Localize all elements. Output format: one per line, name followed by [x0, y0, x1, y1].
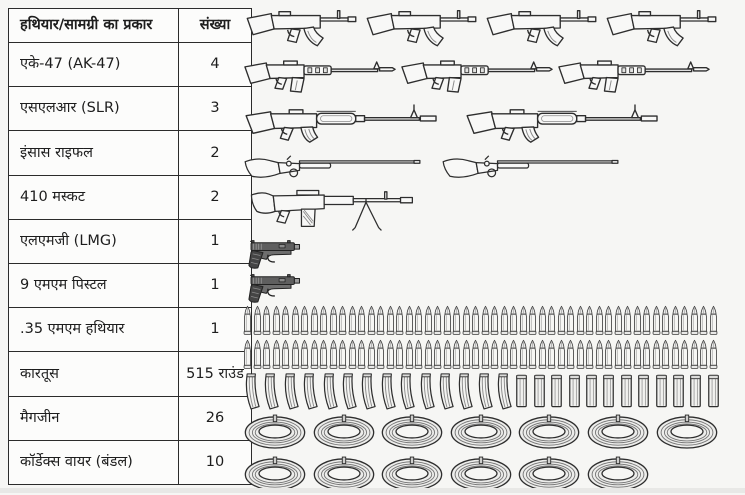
cartridge-icon: [452, 304, 461, 337]
cartridge-icon: [661, 304, 670, 337]
wire-coil-icon: [243, 412, 307, 452]
art-row: [243, 2, 743, 53]
cartridge-icon: [348, 304, 357, 337]
curved-magazine-icon: [359, 372, 376, 410]
cartridge-icon: [319, 304, 328, 337]
curved-magazine-icon: [476, 372, 493, 410]
cartridge-icon: [547, 304, 556, 337]
straight-magazine-icon: [532, 373, 547, 409]
cartridge-icon: [642, 338, 651, 371]
cartridge-icon: [310, 304, 319, 337]
art-row: [243, 185, 743, 235]
art-row: [243, 411, 743, 453]
straight-magazine-icon: [567, 373, 582, 409]
straight-magazine-icon: [514, 373, 529, 409]
straight-magazine-icon: [619, 373, 634, 409]
cartridge-icon: [424, 338, 433, 371]
cartridge-icon: [500, 304, 509, 337]
item-count-cell: 26: [179, 396, 252, 440]
cartridge-icon: [253, 338, 262, 371]
cartridge-icon: [614, 338, 623, 371]
header-type-cell: हथियार/सामग्री का प्रकार: [9, 9, 179, 43]
cartridge-icon: [253, 304, 262, 337]
straight-magazine-icon: [688, 373, 703, 409]
art-row: [243, 337, 743, 371]
cartridge-icon: [642, 304, 651, 337]
cartridge-icon: [471, 304, 480, 337]
cartridge-icon: [566, 338, 575, 371]
cartridge-icon: [433, 338, 442, 371]
cartridge-icon: [462, 304, 471, 337]
cartridge-icon: [585, 338, 594, 371]
cartridge-icon: [376, 304, 385, 337]
cartridge-icon: [300, 304, 309, 337]
cartridge-icon: [633, 338, 642, 371]
cartridge-icon: [329, 338, 338, 371]
item-type-cell: 410 मस्कट: [9, 175, 179, 219]
art-row: [243, 303, 743, 337]
straight-magazine-icon: [584, 373, 599, 409]
cartridge-icon: [291, 304, 300, 337]
cartridge-icon: [262, 304, 271, 337]
curved-magazine-icon: [398, 372, 415, 410]
cartridge-icon: [661, 338, 670, 371]
cartridge-icon: [405, 304, 414, 337]
cartridge-icon: [699, 338, 708, 371]
ak47-rifle-icon: [603, 4, 721, 52]
cartridge-icon: [481, 304, 490, 337]
item-type-cell: एलएमजी (LMG): [9, 219, 179, 263]
table-row: [9, 308, 252, 352]
pistol-icon: [243, 236, 305, 270]
curved-magazine-icon: [301, 372, 318, 410]
cartridge-icon: [452, 338, 461, 371]
cartridge-icon: [262, 338, 271, 371]
cartridge-icon: [671, 338, 680, 371]
weapons-table: [8, 8, 252, 485]
cartridge-icon: [576, 304, 585, 337]
item-count-cell: 3: [179, 87, 252, 131]
art-row: [243, 235, 743, 271]
cartridge-icon: [490, 304, 499, 337]
art-row: [243, 371, 743, 411]
table-row: [9, 43, 252, 87]
art-row: [243, 102, 743, 149]
cartridge-icon: [528, 304, 537, 337]
musket-icon: [441, 151, 621, 184]
cartridge-icon: [547, 338, 556, 371]
musket-icon: [243, 151, 423, 184]
straight-magazine-icon: [601, 373, 616, 409]
cartridge-icon: [319, 338, 328, 371]
cartridge-icon: [519, 338, 528, 371]
item-type-cell: 9 एमएम पिस्टल: [9, 263, 179, 307]
cartridge-icon: [538, 338, 547, 371]
cartridge-icon: [367, 304, 376, 337]
slr-rifle-icon: [400, 55, 555, 101]
curved-magazine-icon: [437, 372, 454, 410]
pistol-icon: [243, 270, 305, 304]
cartridge-icon: [310, 338, 319, 371]
item-count-cell: 4: [179, 43, 252, 87]
item-type-cell: इंसास राइफल: [9, 131, 179, 175]
weapons-pictogram: [243, 2, 743, 492]
slr-rifle-icon: [557, 55, 712, 101]
cartridge-icon: [595, 304, 604, 337]
cartridge-icon: [367, 338, 376, 371]
cartridge-icon: [414, 304, 423, 337]
cartridge-icon: [519, 304, 528, 337]
cartridge-icon: [376, 338, 385, 371]
item-count-cell: 515 राउंड: [179, 352, 252, 396]
cartridge-icon: [300, 338, 309, 371]
cartridge-icon: [652, 304, 661, 337]
cartridge-icon: [414, 338, 423, 371]
curved-magazine-icon: [321, 372, 338, 410]
art-row: [243, 149, 743, 185]
cartridge-icon: [443, 338, 452, 371]
cartridge-icon: [604, 338, 613, 371]
cartridge-icon: [395, 338, 404, 371]
cartridge-icon: [557, 304, 566, 337]
cartridge-icon: [680, 338, 689, 371]
cartridge-icon: [386, 304, 395, 337]
cartridge-icon: [623, 304, 632, 337]
ak47-rifle-icon: [363, 4, 481, 52]
table-row: [9, 263, 252, 307]
cartridge-icon: [272, 304, 281, 337]
cartridge-icon: [443, 304, 452, 337]
art-row: [243, 271, 743, 303]
cartridge-icon: [291, 338, 300, 371]
page-bottom-edge: [0, 488, 745, 493]
cartridge-icon: [633, 304, 642, 337]
curved-magazine-icon: [456, 372, 473, 410]
item-type-cell: मैगजीन: [9, 396, 179, 440]
cartridge-icon: [433, 304, 442, 337]
cartridge-icon: [243, 304, 252, 337]
lmg-icon: [243, 185, 429, 235]
item-count-cell: 10: [179, 440, 252, 484]
cartridge-icon: [690, 338, 699, 371]
cartridge-icon: [509, 338, 518, 371]
wire-coil-icon: [586, 412, 650, 452]
cartridge-icon: [243, 338, 252, 371]
item-type-cell: एसएलआर (SLR): [9, 87, 179, 131]
cartridge-icon: [481, 338, 490, 371]
cartridge-icon: [338, 338, 347, 371]
curved-magazine-icon: [243, 372, 260, 410]
cartridge-icon: [272, 338, 281, 371]
curved-magazine-icon: [495, 372, 512, 410]
table-row: [9, 440, 252, 484]
cartridge-icon: [348, 338, 357, 371]
item-count-cell: 2: [179, 131, 252, 175]
cartridge-icon: [671, 304, 680, 337]
cartridge-icon: [405, 338, 414, 371]
cartridge-icon: [338, 304, 347, 337]
cartridge-icon: [614, 304, 623, 337]
cartridge-icon: [509, 304, 518, 337]
table-row: [9, 352, 252, 396]
cartridge-icon: [680, 304, 689, 337]
table-row: [9, 131, 252, 175]
cartridge-icon: [604, 304, 613, 337]
straight-magazine-icon: [654, 373, 669, 409]
insas-rifle-icon: [464, 103, 667, 149]
table-row: [9, 396, 252, 440]
cartridge-icon: [699, 304, 708, 337]
straight-magazine-icon: [706, 373, 721, 409]
insas-rifle-icon: [243, 103, 446, 149]
cartridge-icon: [566, 304, 575, 337]
wire-coil-icon: [380, 412, 444, 452]
cartridge-icon: [490, 338, 499, 371]
cartridge-icon: [557, 338, 566, 371]
wire-coil-icon: [449, 412, 513, 452]
item-count-cell: 1: [179, 308, 252, 352]
cartridge-icon: [595, 338, 604, 371]
cartridge-icon: [329, 304, 338, 337]
curved-magazine-icon: [379, 372, 396, 410]
cartridge-icon: [281, 304, 290, 337]
cartridge-icon: [471, 338, 480, 371]
art-row: [243, 53, 743, 102]
item-type-cell: कॉर्डेक्स वायर (बंडल): [9, 440, 179, 484]
cartridge-icon: [585, 304, 594, 337]
cartridge-icon: [357, 338, 366, 371]
slr-rifle-icon: [243, 55, 398, 101]
wire-coil-icon: [655, 412, 719, 452]
cartridge-icon: [424, 304, 433, 337]
cartridge-icon: [395, 304, 404, 337]
cartridge-icon: [709, 338, 718, 371]
cartridge-icon: [357, 304, 366, 337]
ak47-rifle-icon: [483, 4, 601, 52]
item-count-cell: 1: [179, 219, 252, 263]
cartridge-icon: [690, 304, 699, 337]
item-count-cell: 2: [179, 175, 252, 219]
straight-magazine-icon: [549, 373, 564, 409]
item-type-cell: .35 एमएम हथियार: [9, 308, 179, 352]
curved-magazine-icon: [418, 372, 435, 410]
straight-magazine-icon: [671, 373, 686, 409]
ak47-rifle-icon: [243, 4, 361, 52]
table-header-row: [9, 9, 252, 43]
cartridge-icon: [528, 338, 537, 371]
cartridge-icon: [386, 338, 395, 371]
cartridge-icon: [623, 338, 632, 371]
weapons-table-body: [9, 43, 252, 485]
wire-coil-icon: [517, 412, 581, 452]
wire-coil-icon: [312, 412, 376, 452]
cartridge-icon: [652, 338, 661, 371]
cartridge-icon: [576, 338, 585, 371]
item-type-cell: कारतूस: [9, 352, 179, 396]
table-row: [9, 175, 252, 219]
straight-magazine-icon: [636, 373, 651, 409]
cartridge-icon: [462, 338, 471, 371]
cartridge-icon: [538, 304, 547, 337]
item-count-cell: 1: [179, 263, 252, 307]
table-row: [9, 219, 252, 263]
weapons-table-head: [9, 9, 252, 43]
table-row: [9, 87, 252, 131]
cartridge-icon: [709, 304, 718, 337]
header-count-cell: संख्या: [179, 9, 252, 43]
curved-magazine-icon: [282, 372, 299, 410]
item-type-cell: एके-47 (AK-47): [9, 43, 179, 87]
curved-magazine-icon: [262, 372, 279, 410]
cartridge-icon: [281, 338, 290, 371]
curved-magazine-icon: [340, 372, 357, 410]
cartridge-icon: [500, 338, 509, 371]
